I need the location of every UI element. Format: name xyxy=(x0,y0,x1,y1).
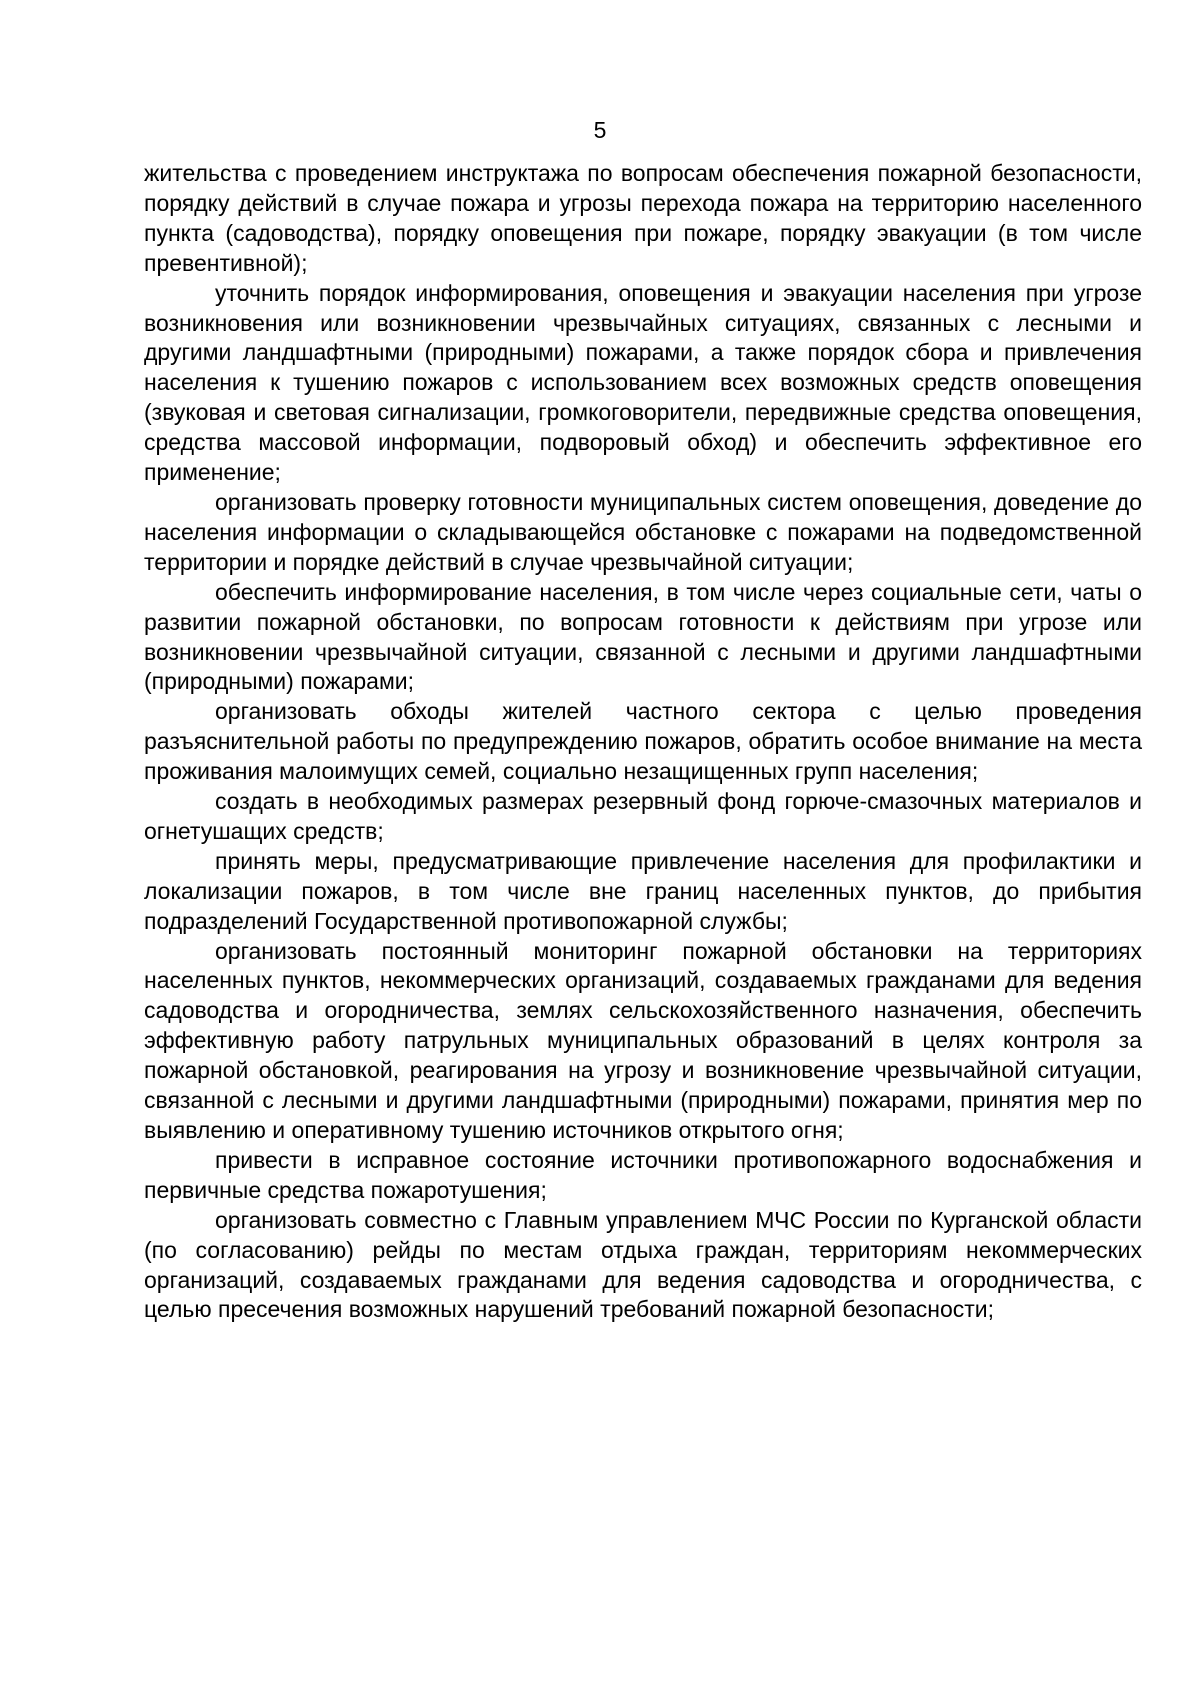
paragraph-water-supply: привести в исправное состояние источники противопожарного водоснабжения и первичные средства пожаротушения; xyxy=(144,1146,1142,1203)
paragraph-joint-raids: организовать совместно с Главным управлением МЧС России по Курганской области (по согласованию) рейды по местам отдыха граждан, территориям некоммерческих организаций, создаваемых гражданами для ведения садоводства и огородничества, с целью пресечения возможных нарушений требований пожарной безопасности; xyxy=(144,1206,1142,1323)
paragraph-social-media-info: обеспечить информирование населения, в том числе через социальные сети, чаты о развитии пожарной обстановки, по вопросам готовности к действиям при угрозе или возникновении чрезвычайной ситуации, связанной с лесными и другими ландшафтными (природными) пожарами; xyxy=(144,578,1142,695)
paragraph-warning-check: организовать проверку готовности муниципальных систем оповещения, доведение до населения информации о складывающейся обстановке с пожарами на подведомственной территории и порядке действий в случае чрезвычайной ситуации; xyxy=(144,488,1142,575)
paragraph-population-involvement: принять меры, предусматривающие привлечение населения для профилактики и локализации пожаров, в том числе вне границ населенных пунктов, до прибытия подразделений Государственной противопожарной службы; xyxy=(144,847,1142,934)
paragraph-reserve-fund: создать в необходимых размерах резервный фонд горюче-смазочных материалов и огнетушащих средств; xyxy=(144,788,1142,844)
page-number: 5 xyxy=(593,117,607,143)
paragraph-continuation: жительства с проведением инструктажа по вопросам обеспечения пожарной безопасности, порядку действий в случае пожара и угрозы перехода пожара на территорию населенного пункта (садоводства), порядку оповещения при пожаре, порядку эвакуации (в том числе превентивной); xyxy=(144,160,1142,276)
document-body xyxy=(144,159,1142,1325)
paragraph-resident-rounds: организовать обходы жителей частного сектора с целью проведения разъяснительной работы по предупреждению пожаров, обратить особое внимание на места проживания малоимущих семей, социально незащищенных групп населения; xyxy=(144,698,1142,785)
paragraph-fire-monitoring: организовать постоянный мониторинг пожарной обстановки на территориях населенных пунктов, некоммерческих организаций, создаваемых гражданами для ведения садоводства и огородничества, землях сельскохозяйственного назначения, обеспечить эффективную работу патрульных муниципальных образований в целях контроля за пожарной обстановкой, реагирования на угрозу и возникновение чрезвычайной ситуации, связанной с лесными и другими ландшафтными (природными) пожарами, принятия мер по выявлению и оперативному тушению источников открытого огня; xyxy=(144,937,1142,1143)
paragraph-informing-procedure: уточнить порядок информирования, оповещения и эвакуации населения при угрозе возникновения или возникновении чрезвычайных ситуациях, связанных с лесными и другими ландшафтными (природными) пожарами, а также порядок сбора и привлечения населения к тушению пожаров с использованием всех возможных средств оповещения (звуковая и световая сигнализации, громкоговорители, передвижные средства оповещения, средства массовой информации, подворовый обход) и обеспечить эффективное его применение; xyxy=(144,279,1142,486)
